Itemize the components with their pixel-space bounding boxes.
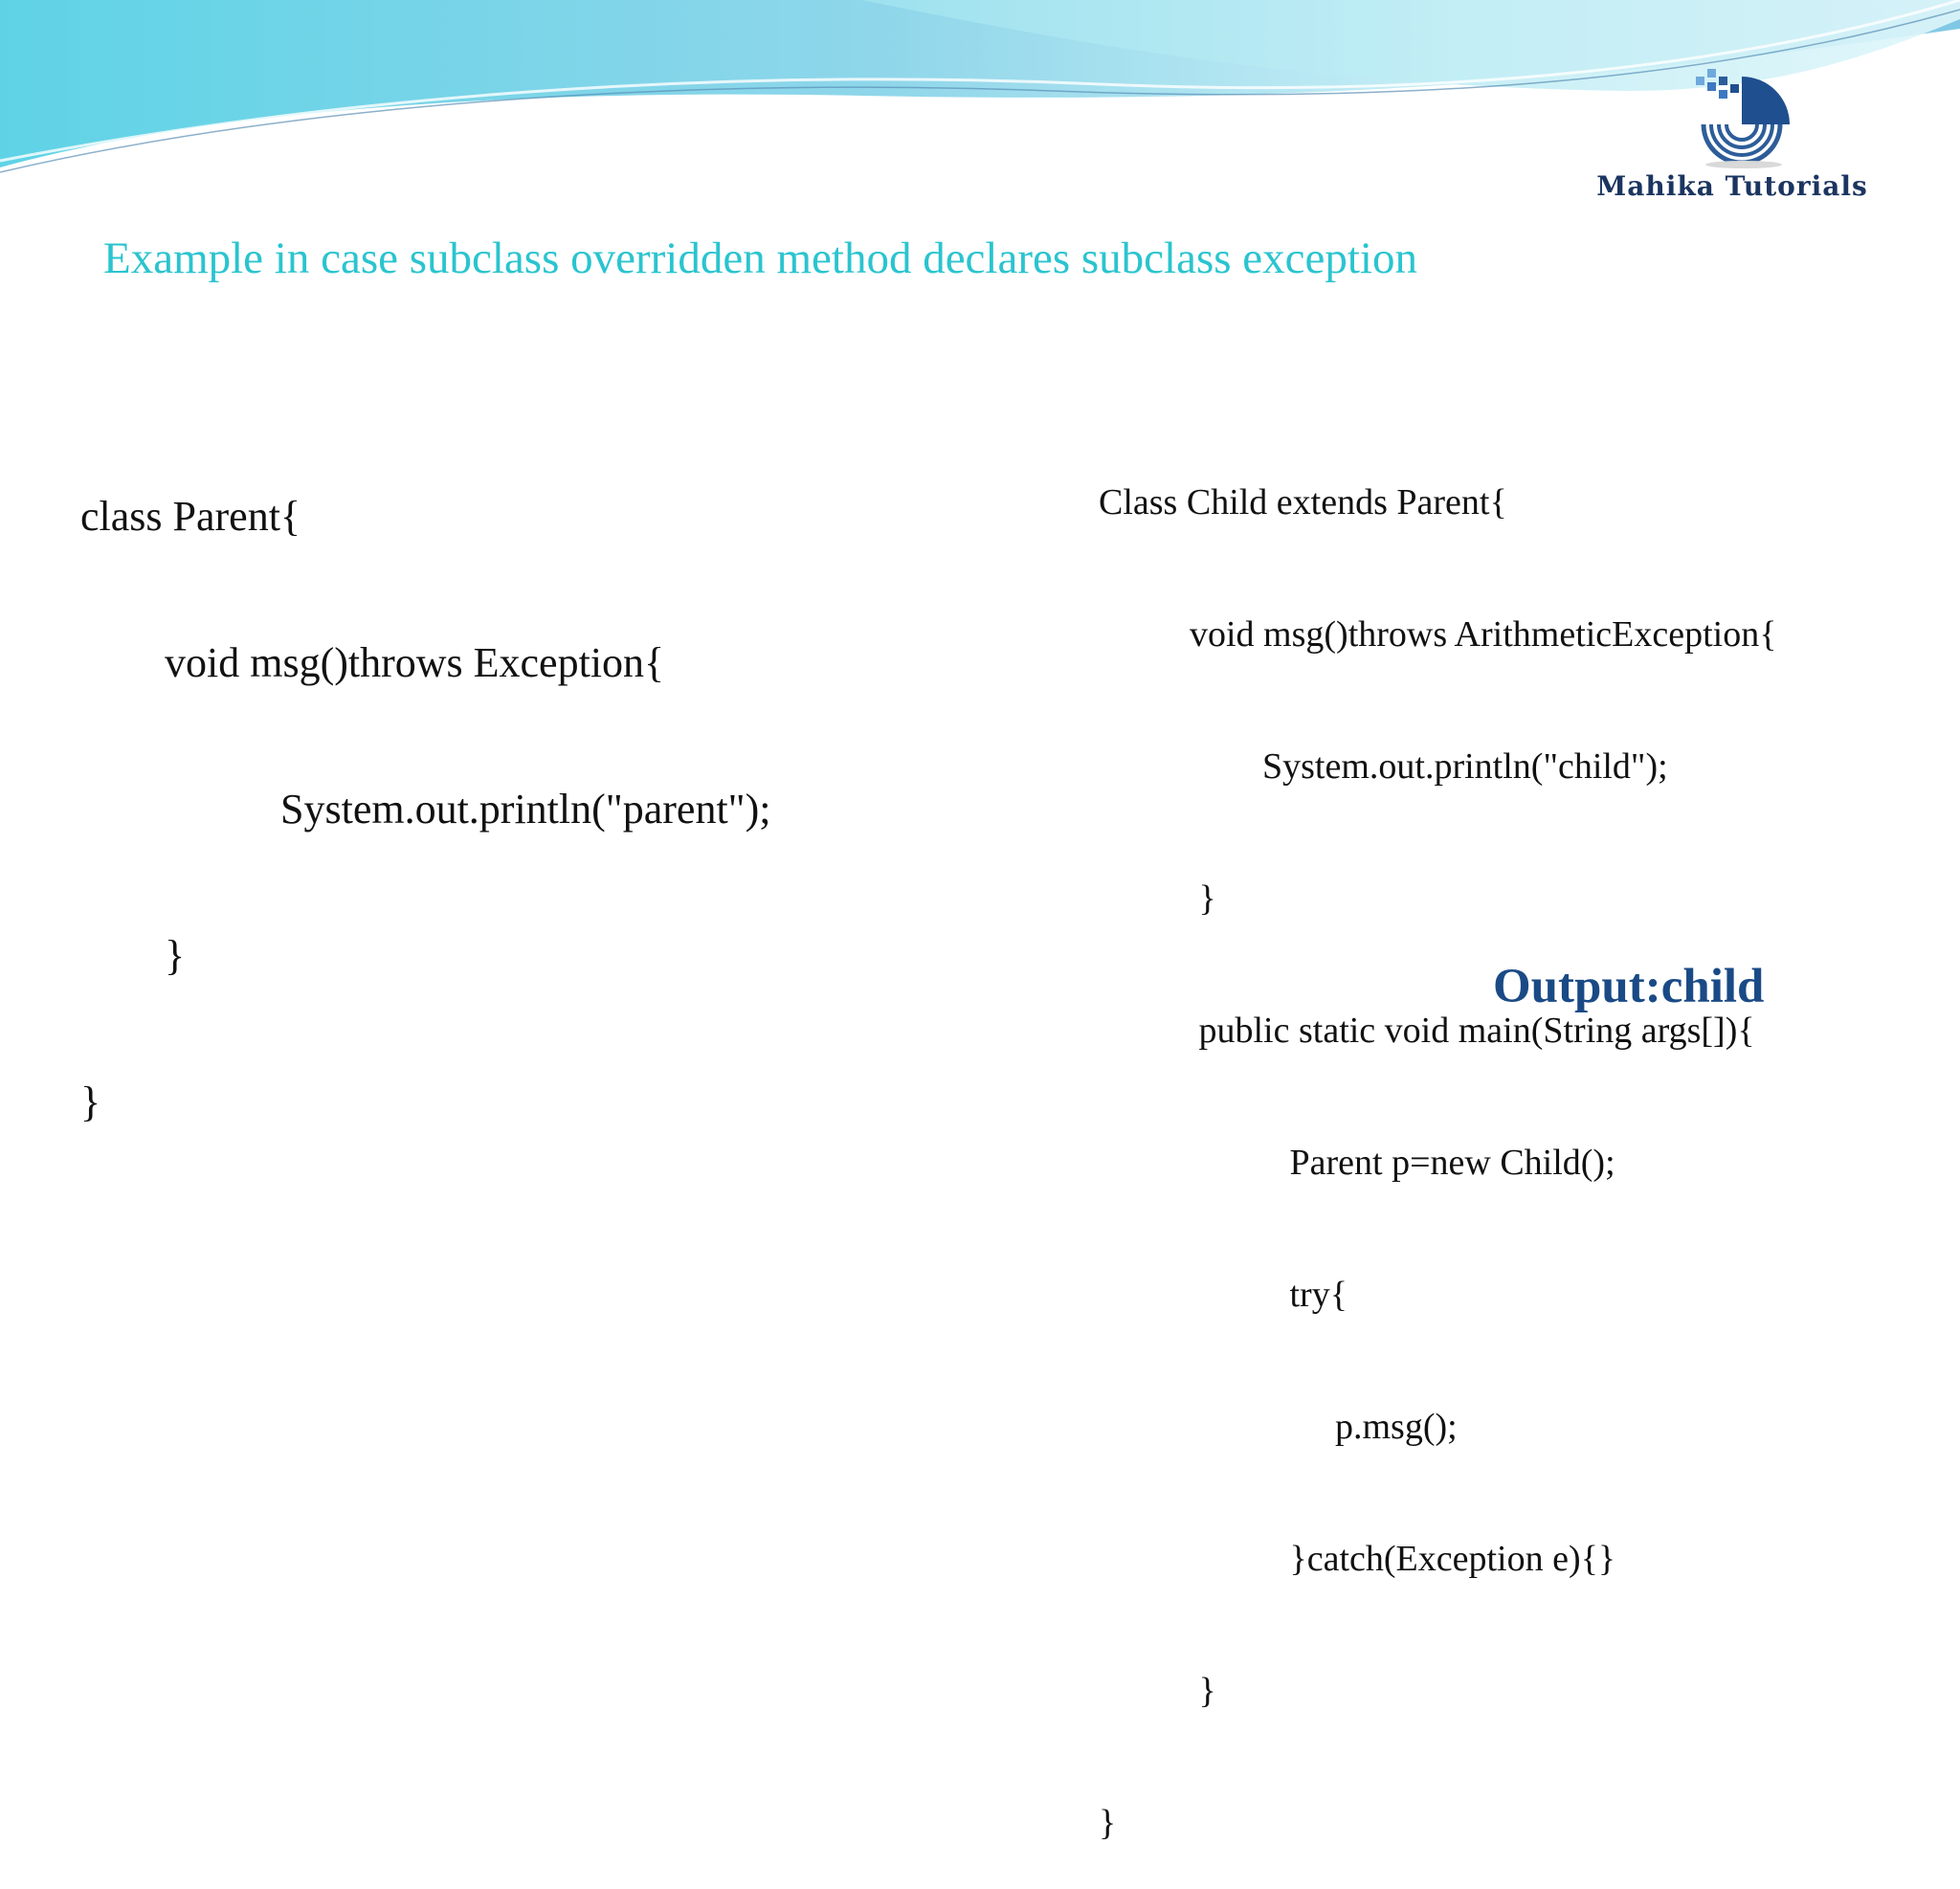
code-block-parent	[80, 394, 771, 1175]
code-line: }catch(Exception e){}	[1099, 1539, 1616, 1579]
code-line: Class Child extends Parent{	[1099, 482, 1507, 522]
code-line: try{	[1099, 1275, 1348, 1315]
code-line: System.out.println("parent");	[80, 786, 771, 833]
code-line: }	[1099, 1671, 1216, 1711]
code-line: p.msg();	[1099, 1407, 1458, 1447]
code-block-child	[1099, 392, 1776, 1889]
code-line: void msg()throws ArithmeticException{	[1099, 614, 1777, 655]
code-line: }	[80, 932, 186, 979]
logo-text: Mahika Tutorials	[1596, 170, 1868, 202]
mahika-logo-icon	[1675, 57, 1809, 172]
slide-title: Example in case subclass overridden method declares subclass exception	[103, 233, 1417, 283]
code-line: class Parent{	[80, 493, 301, 540]
code-line: Parent p=new Child();	[1099, 1143, 1615, 1183]
code-line: void msg()throws Exception{	[80, 639, 665, 686]
code-line: }	[80, 1078, 101, 1125]
output-label: Output:child	[1493, 960, 1765, 1013]
code-line: System.out.println("child");	[1099, 746, 1668, 787]
logo	[1570, 57, 1895, 220]
code-line: }	[1099, 878, 1216, 919]
code-line: }	[1099, 1803, 1117, 1843]
code-line: public static void main(String args[]){	[1099, 1011, 1755, 1051]
